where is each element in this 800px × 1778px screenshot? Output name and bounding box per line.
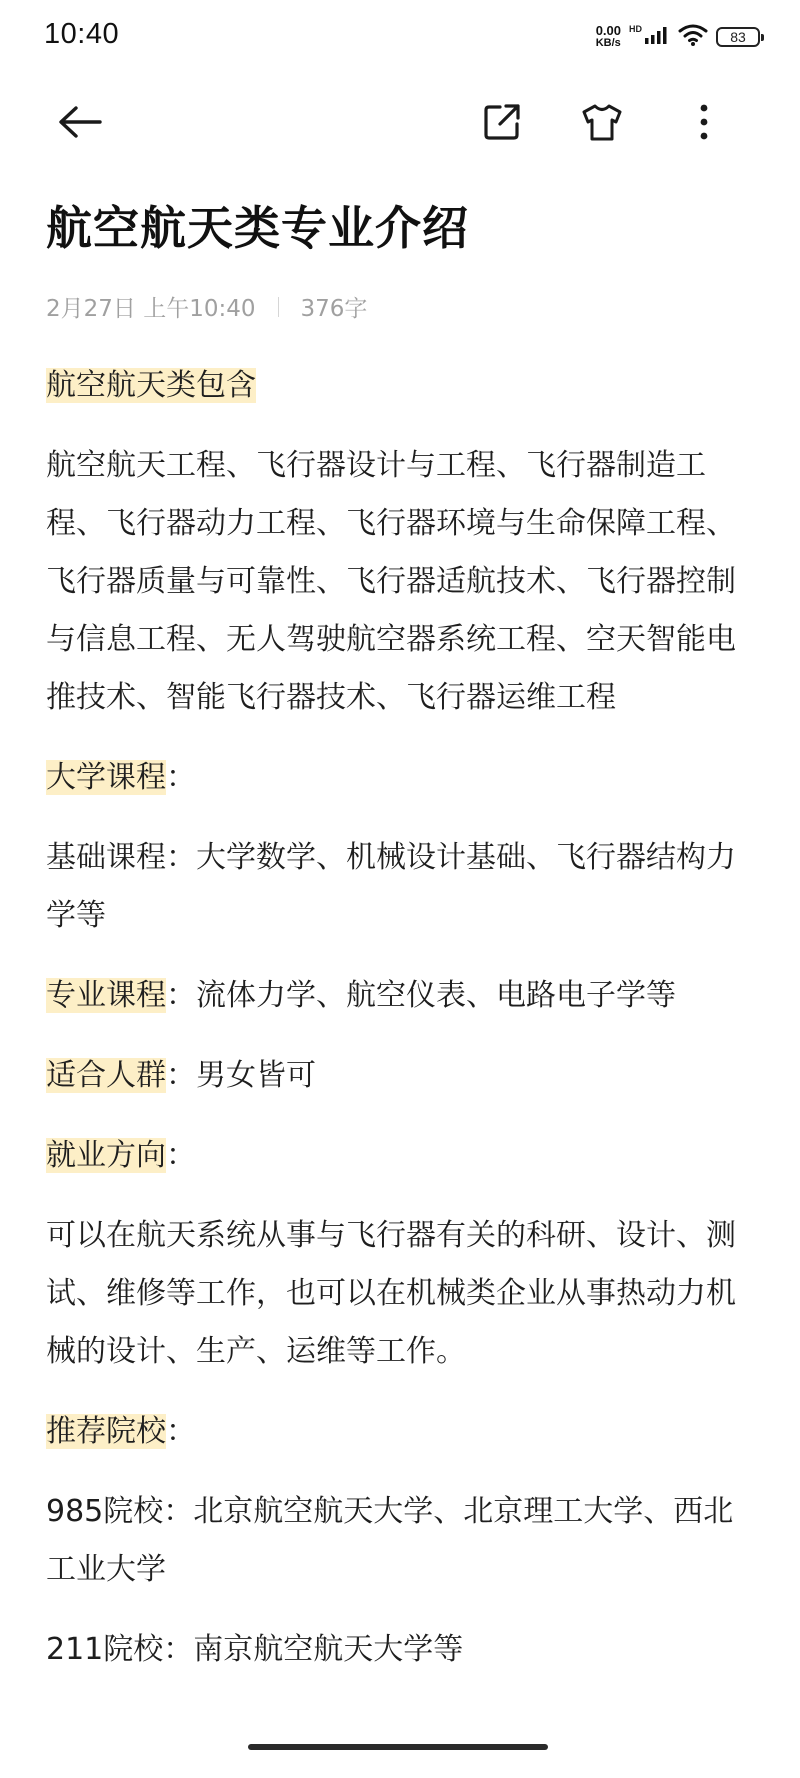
word-count: 376字 xyxy=(300,296,368,322)
note-date: 2月27日 上午10:40 xyxy=(46,296,256,322)
note-content xyxy=(46,196,746,1701)
highlighted-heading: 专业课程 xyxy=(46,978,166,1013)
highlighted-heading: 适合人群 xyxy=(46,1058,166,1093)
paragraph-text: 可以在航天系统从事与飞行器有关的科研、设计、测试、维修等工作，也可以在机械类企业从事热动力机械的设计、生产、运维等工作。 xyxy=(46,1218,736,1369)
note-meta xyxy=(46,290,746,323)
signal-icon xyxy=(644,25,670,49)
paragraph-text: 985院校：北京航空航天大学、北京理工大学、西北工业大学 xyxy=(46,1494,734,1587)
paragraph-text: ： xyxy=(166,1138,196,1173)
tshirt-icon xyxy=(580,102,624,146)
highlighted-heading: 推荐院校 xyxy=(46,1414,166,1449)
network-speed-value: 0.00 xyxy=(595,23,621,38)
theme-button[interactable] xyxy=(566,84,638,164)
highlighted-heading: 大学课程 xyxy=(46,760,166,795)
paragraph xyxy=(46,437,746,727)
wifi-icon xyxy=(678,23,708,51)
top-toolbar xyxy=(0,84,800,164)
status-icons xyxy=(596,20,760,54)
network-speed xyxy=(596,25,621,49)
back-button[interactable] xyxy=(44,84,116,164)
status-bar xyxy=(0,0,800,76)
paragraph-text: ： xyxy=(166,1414,196,1449)
back-arrow-icon xyxy=(56,104,104,144)
share-icon xyxy=(482,102,522,146)
more-options-button[interactable] xyxy=(668,84,740,164)
highlighted-heading: 就业方向 xyxy=(46,1138,166,1173)
paragraph-text: ： xyxy=(166,760,196,795)
status-time: 10:40 xyxy=(44,18,120,50)
paragraph-text: 211院校：南京航空航天大学等 xyxy=(46,1632,464,1667)
note-body[interactable] xyxy=(46,357,746,1679)
home-indicator[interactable] xyxy=(248,1744,548,1750)
highlighted-heading: 航空航天类包含 xyxy=(46,368,256,403)
paragraph-text: ：男女皆可 xyxy=(166,1058,316,1093)
network-speed-unit: KB/s xyxy=(595,37,621,49)
paragraph xyxy=(46,1483,746,1599)
paragraph xyxy=(46,1047,746,1105)
paragraph-text: ：流体力学、航空仪表、电路电子学等 xyxy=(166,978,676,1013)
meta-divider xyxy=(278,297,279,317)
paragraph xyxy=(46,357,746,415)
paragraph-text: 航空航天工程、飞行器设计与工程、飞行器制造工程、飞行器动力工程、飞行器环境与生命保障工程、飞行器质量与可靠性、飞行器适航技术、飞行器控制与信息工程、无人驾驶航空器系统工程、空天智能电推技术、智能飞行器技术、飞行器运维工程 xyxy=(46,448,736,715)
paragraph xyxy=(46,1403,746,1461)
paragraph xyxy=(46,829,746,945)
paragraph xyxy=(46,967,746,1025)
battery-level: 83 xyxy=(730,29,746,45)
paragraph xyxy=(46,1127,746,1185)
note-title[interactable]: 航空航天类专业介绍 xyxy=(46,201,469,255)
paragraph xyxy=(46,1207,746,1381)
battery-icon xyxy=(716,27,760,47)
hd-label: HD xyxy=(629,24,642,34)
paragraph-text: 基础课程：大学数学、机械设计基础、飞行器结构力学等 xyxy=(46,840,736,933)
paragraph xyxy=(46,749,746,807)
more-vertical-icon xyxy=(698,102,710,146)
paragraph xyxy=(46,1621,746,1679)
share-button[interactable] xyxy=(466,84,538,164)
